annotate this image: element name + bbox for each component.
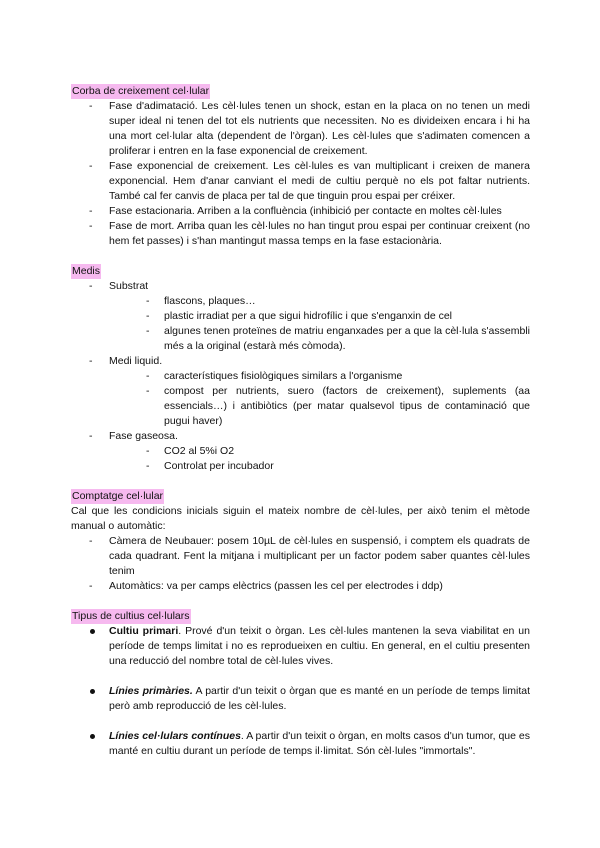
dash-marker: - xyxy=(89,355,93,367)
dash-marker: - xyxy=(146,385,150,397)
culture-types-list xyxy=(71,624,530,759)
count-methods-list xyxy=(71,534,530,594)
dash-marker: - xyxy=(89,430,93,442)
bullet-icon xyxy=(90,629,95,634)
type-text: . A partir d'un teixit o òrgan, en molts casos d'un tumor, que es manté en cultiu durant un període de temps il·limitat. Són cèl·lules "immortals". xyxy=(109,730,531,757)
phase-text: Fase d'adimatació. Les cèl·lules tenen un shock, estan en la placa on no tenen un medi super ideal ni tenen del tot els nutrients que necessiten. No es divideixen encara i hi ha una mort cel·lular alta (dependent de l'òrgan). Les cèl·lules que s'adimaten comencen a proliferar i entren en la fase exponencial de creixement. xyxy=(109,100,530,157)
dash-marker: - xyxy=(89,580,93,592)
sub-item-text: Controlat per incubador xyxy=(164,460,274,472)
type-term: Cultiu primari xyxy=(109,625,179,637)
section-title-medis: Medis xyxy=(72,265,101,277)
growth-phases-list xyxy=(71,99,530,249)
section-title-growth-curve: Corba de creixement cel·lular xyxy=(72,85,210,97)
sub-item-text: compost per nutrients, suero (factors de creixement), suplements (aa essencials…) i antibiòtics (per matar qualsevol tipus de contaminació que pugui haver) xyxy=(164,385,530,427)
method-text: Càmera de Neubauer: posem 10µL de cèl·lules en suspensió, i comptem els quadrats de cada quadrant. Fent la mitjana i multiplicant per un factor podem saber quantes cèl·lules tenim xyxy=(109,535,530,577)
dash-marker: - xyxy=(89,100,93,112)
list-item xyxy=(71,534,530,579)
dash-marker: - xyxy=(89,205,93,217)
gas-label: Fase gaseosa. xyxy=(109,430,178,442)
dash-marker: - xyxy=(146,370,150,382)
bullet-icon xyxy=(90,689,95,694)
sub-item-text: algunes tenen proteïnes de matriu enganxades per a que la cèl·lula s'assembli més a la original (estarà més còmoda). xyxy=(164,325,530,352)
sub-list-item xyxy=(146,309,530,324)
list-item xyxy=(71,204,530,219)
dash-marker: - xyxy=(146,460,150,472)
sub-list-item xyxy=(146,444,530,459)
dash-marker: - xyxy=(146,295,150,307)
sub-list-item xyxy=(146,384,530,429)
list-item xyxy=(71,579,530,594)
section-title-culture-types: Tipus de cultius cel·lulars xyxy=(72,610,190,622)
type-text: . Prové d'un teixit o òrgan. Les cèl·lules mantenen la seva viabilitat en un període de temps limitat i no es reprodueixen en cultiu. En general, en el cultiu presenten una reducció del nombre total de cèl·lules vives. xyxy=(109,625,530,667)
sub-list-item xyxy=(146,324,530,354)
method-text: Automàtics: va per camps elèctrics (passen les cel per electrodes i ddp) xyxy=(109,580,443,592)
list-item-substrat xyxy=(71,279,530,294)
type-text: A partir d'un teixit o òrgan que es manté en un període de temps limitat però amb reproducció de les cèl·lules. xyxy=(109,685,530,712)
dash-marker: - xyxy=(89,535,93,547)
sub-item-text: plastic irradiat per a que sigui hidrofílic i que s'enganxin de cel xyxy=(164,310,453,322)
phase-text: Fase exponencial de creixement. Les cèl·lules es van multiplicant i creixen de manera exponencial. Hem d'anar canviant el medi de cultiu perquè no els pot faltar nutrients. També cal fer canvis de placa per tal de que tinguin prou espai per créixer. xyxy=(109,160,530,202)
list-item-gas xyxy=(71,429,530,444)
dash-marker: - xyxy=(146,310,150,322)
section-title-cell-count: Comptatge cel·lular xyxy=(72,490,164,502)
sub-list-item xyxy=(146,294,530,309)
liquid-sublist xyxy=(108,369,530,429)
sub-item-text: flascons, plaques… xyxy=(164,295,256,307)
section-cell-count xyxy=(71,489,530,594)
list-item xyxy=(71,729,530,759)
section-medis xyxy=(71,264,530,474)
list-item-liquid xyxy=(71,354,530,369)
substrat-sublist xyxy=(108,294,530,354)
substrat-label: Substrat xyxy=(109,280,149,292)
list-item xyxy=(71,624,530,669)
cell-count-intro: Cal que les condicions inicials siguin el mateix nombre de cèl·lules, per això tenim el mètode manual o automàtic: xyxy=(71,505,530,532)
medis-list xyxy=(71,279,530,294)
section-culture-types xyxy=(71,609,530,759)
medis-list-3 xyxy=(71,429,530,444)
gas-sublist xyxy=(108,444,530,474)
list-item xyxy=(71,219,530,249)
type-term: Línies cel·lulars contínues xyxy=(109,730,241,742)
phase-text: Fase estacionaria. Arriben a la confluència (inhibició per contacte en moltes cèl·lules xyxy=(109,205,502,217)
dash-marker: - xyxy=(89,220,93,232)
dash-marker: - xyxy=(146,445,150,457)
list-item xyxy=(71,684,530,714)
sub-item-text: característiques fisiològiques similars a l'organisme xyxy=(164,370,403,382)
liquid-label: Medi liquid. xyxy=(109,355,163,367)
medis-list-2 xyxy=(71,354,530,369)
dash-marker: - xyxy=(146,325,150,337)
sub-list-item xyxy=(146,369,530,384)
list-item xyxy=(71,99,530,159)
sub-item-text: CO2 al 5%i O2 xyxy=(164,445,235,457)
bullet-icon xyxy=(90,734,95,739)
list-item xyxy=(71,159,530,204)
type-term: Línies primàries. xyxy=(109,685,193,697)
dash-marker: - xyxy=(89,160,93,172)
section-growth-curve xyxy=(71,84,530,249)
sub-list-item xyxy=(146,459,530,474)
dash-marker: - xyxy=(89,280,93,292)
phase-text: Fase de mort. Arriba quan les cèl·lules no han tingut prou espai per continuar creixent (no hem fet passes) i s'han mantingut massa temps en la fase estacionària. xyxy=(109,220,530,247)
document-content xyxy=(71,84,530,759)
